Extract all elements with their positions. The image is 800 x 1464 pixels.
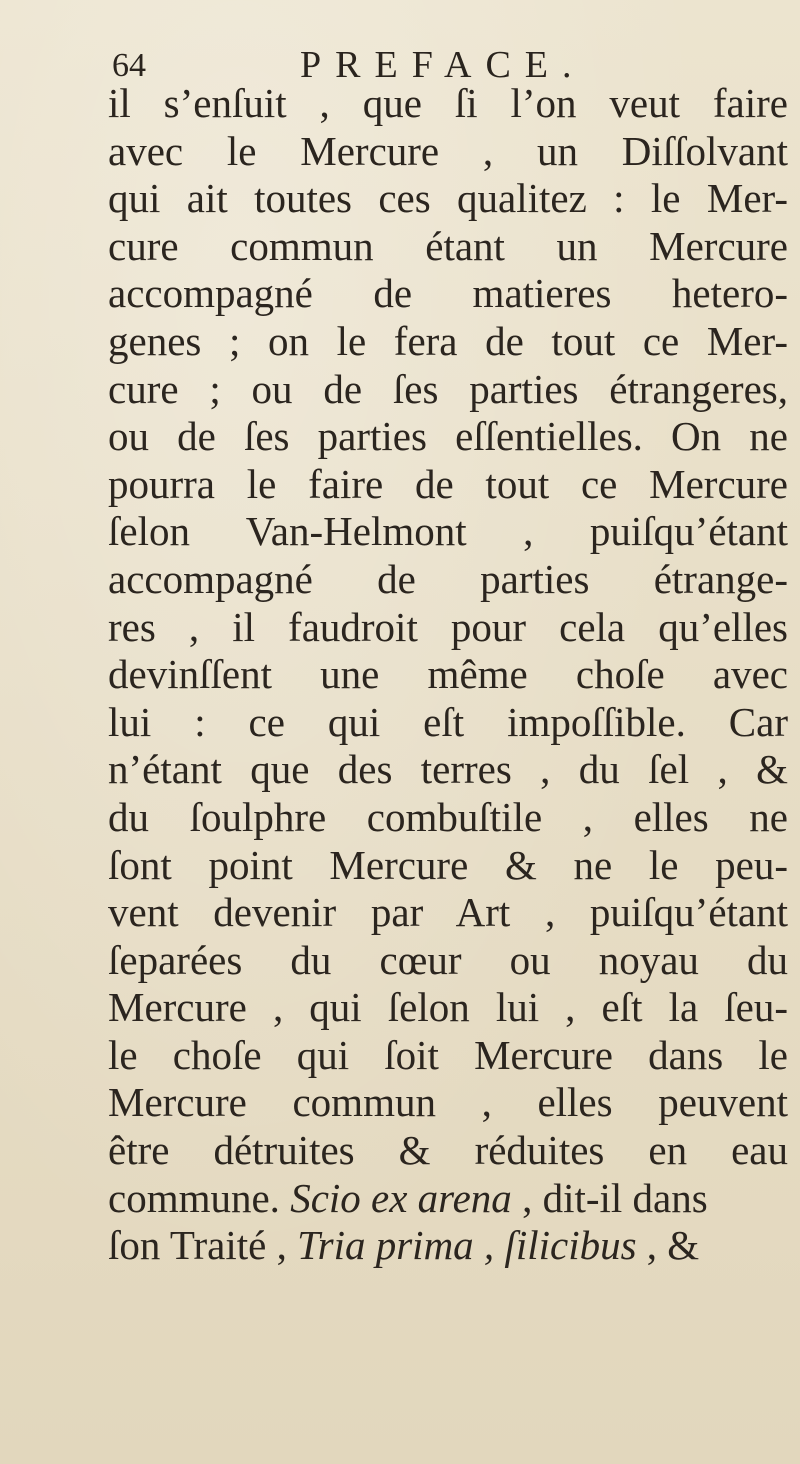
text-line: qui ait toutes ces qualitez : le Mer- <box>108 175 788 222</box>
text-line: res , il faudroit pour cela qu’elles <box>108 603 788 650</box>
italic-phrase: Scio ex arena <box>290 1174 512 1221</box>
page-number: 64 <box>112 47 146 84</box>
text-line: ſelon Van-Helmont , puiſqu’étant <box>108 508 788 555</box>
text-line: cure commun étant un Mercure <box>108 222 788 269</box>
text-line: accompagné de matieres hetero- <box>108 270 788 317</box>
text-line: lui : ce qui eſt impoſſible. Car <box>108 698 788 745</box>
text-line: accompagné de parties étrange- <box>108 555 788 602</box>
text-line: Mercure commun , elles peuvent <box>108 1079 788 1126</box>
italic-phrase: Tria prima , ſilicibus <box>297 1222 637 1269</box>
text-line: ſont point Mercure & ne le peu- <box>108 841 788 888</box>
running-title: PREFACE. <box>300 44 586 86</box>
text-line: il s’enſuit , que ſi l’on veut faire <box>108 80 788 126</box>
body-text <box>108 80 788 1270</box>
text-line: du ſoulphre combuſtile , elles ne <box>108 793 788 840</box>
text-line: le choſe qui ſoit Mercure dans le <box>108 1031 788 1078</box>
text-line: ſeparées du cœur ou noyau du <box>108 936 788 983</box>
text-line: ſon Traité , Tria prima , ſilicibus , & <box>108 1222 700 1269</box>
text-line: Mercure , qui ſelon lui , eſt la ſeu- <box>108 984 788 1031</box>
text-line: devinſſent une même choſe avec <box>108 651 788 698</box>
text-line: pourra le faire de tout ce Mercure <box>108 460 788 507</box>
text-line: vent devenir par Art , puiſqu’étant <box>108 889 788 936</box>
text-line: être détruites & réduites en eau <box>108 1127 788 1174</box>
text-line: genes ; on le fera de tout ce Mer- <box>108 317 788 364</box>
text-line: cure ; ou de ſes parties étrangeres, <box>108 365 788 412</box>
text-line: n’étant que des terres , du ſel , & <box>108 746 788 793</box>
text-line: avec le Mercure , un Diſſolvant <box>108 127 788 174</box>
text-line: commune. Scio ex arena , dit-il dans <box>108 1174 708 1221</box>
text-line: ou de ſes parties eſſentielles. On ne <box>108 413 788 460</box>
